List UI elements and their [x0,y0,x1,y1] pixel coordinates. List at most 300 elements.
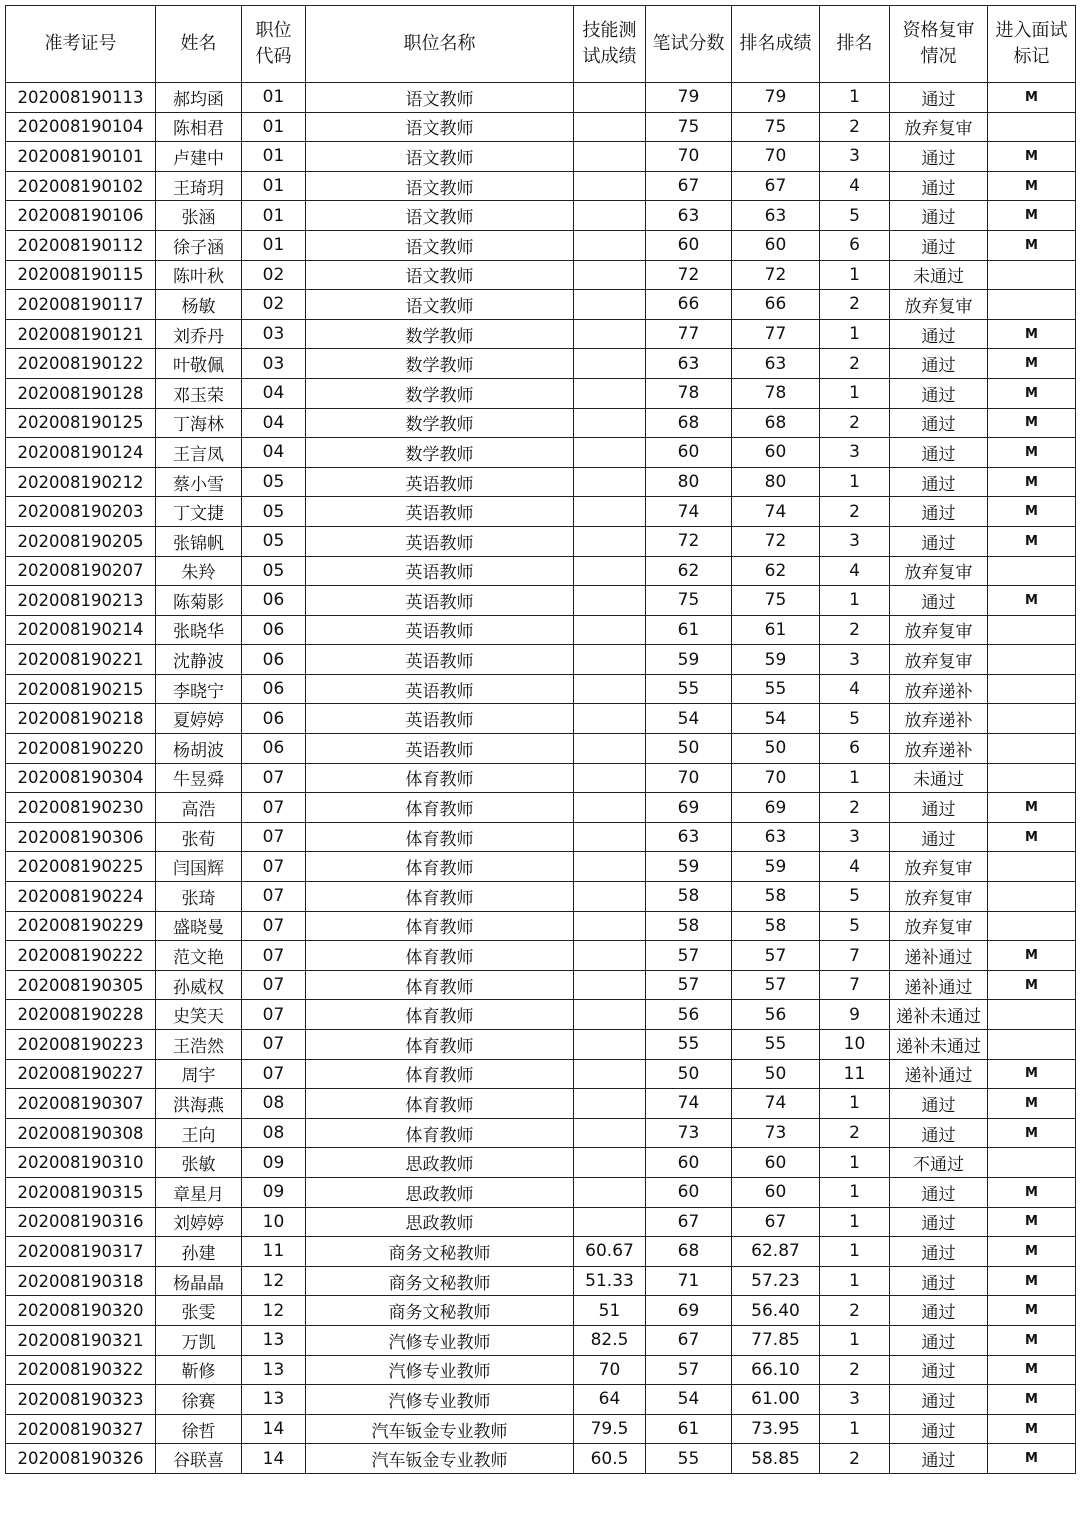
skill-score-cell [574,1000,646,1030]
ticket-cell: 202008190121 [6,319,156,349]
table-row [6,1207,1076,1237]
written-score-cell: 55 [646,1444,732,1474]
header-ticket: 准考证号 [6,6,156,83]
skill-score-cell [574,260,646,290]
position-cell: 商务文秘教师 [306,1237,574,1267]
code-cell: 07 [242,1059,306,1089]
skill-score-cell [574,882,646,912]
interview-mark-cell [988,112,1076,142]
rank-cell: 3 [820,1385,890,1415]
rank-score-cell: 74 [732,497,820,527]
ticket-cell: 202008190104 [6,112,156,142]
table-row [6,260,1076,290]
table-row [6,112,1076,142]
table-row [6,793,1076,823]
position-cell: 体育教师 [306,882,574,912]
position-cell: 体育教师 [306,1089,574,1119]
table-row [6,1118,1076,1148]
review-status-cell: 通过 [890,1237,988,1267]
code-cell: 09 [242,1177,306,1207]
written-score-cell: 74 [646,1089,732,1119]
table-row [6,1177,1076,1207]
interview-mark-cell: M [988,1266,1076,1296]
code-cell: 06 [242,704,306,734]
code-cell: 06 [242,645,306,675]
rank-cell: 3 [820,526,890,556]
rank-score-cell: 59 [732,852,820,882]
table-header-row [6,6,1076,83]
skill-score-cell [574,112,646,142]
skill-score-cell [574,201,646,231]
rank-score-cell: 69 [732,793,820,823]
ticket-cell: 202008190125 [6,408,156,438]
rank-score-cell: 63 [732,822,820,852]
table-body [6,83,1076,1474]
position-cell: 英语教师 [306,674,574,704]
written-score-cell: 75 [646,112,732,142]
rank-score-cell: 60 [732,438,820,468]
review-status-cell: 通过 [890,1325,988,1355]
rank-score-cell: 60 [732,1177,820,1207]
interview-mark-cell: M [988,1296,1076,1326]
review-status-cell: 不通过 [890,1148,988,1178]
review-status-cell: 通过 [890,1266,988,1296]
written-score-cell: 57 [646,941,732,971]
table-row [6,438,1076,468]
interview-mark-cell [988,852,1076,882]
header-position: 职位名称 [306,6,574,83]
name-cell: 闫国辉 [156,852,242,882]
position-cell: 语文教师 [306,201,574,231]
interview-mark-cell [988,704,1076,734]
rank-cell: 1 [820,1266,890,1296]
table-row [6,1089,1076,1119]
position-cell: 数学教师 [306,319,574,349]
rank-cell: 5 [820,911,890,941]
interview-mark-cell: M [988,319,1076,349]
written-score-cell: 68 [646,408,732,438]
interview-mark-cell: M [988,142,1076,172]
table-row [6,911,1076,941]
header-rank-score: 排名成绩 [732,6,820,83]
position-cell: 体育教师 [306,941,574,971]
review-status-cell: 通过 [890,438,988,468]
skill-score-cell: 82.5 [574,1325,646,1355]
written-score-cell: 71 [646,1266,732,1296]
written-score-cell: 72 [646,526,732,556]
review-status-cell: 通过 [890,467,988,497]
ticket-cell: 202008190220 [6,734,156,764]
table-row [6,467,1076,497]
code-cell: 13 [242,1355,306,1385]
rank-cell: 1 [820,83,890,113]
code-cell: 13 [242,1325,306,1355]
code-cell: 14 [242,1414,306,1444]
ticket-cell: 202008190318 [6,1266,156,1296]
rank-score-cell: 54 [732,704,820,734]
interview-mark-cell [988,556,1076,586]
interview-mark-cell: M [988,1207,1076,1237]
rank-cell: 2 [820,408,890,438]
code-cell: 07 [242,822,306,852]
ticket-cell: 202008190214 [6,615,156,645]
skill-score-cell: 60.5 [574,1444,646,1474]
rank-cell: 1 [820,1177,890,1207]
table-row [6,704,1076,734]
skill-score-cell [574,763,646,793]
review-status-cell: 通过 [890,1207,988,1237]
table-row [6,1385,1076,1415]
position-cell: 思政教师 [306,1177,574,1207]
ticket-cell: 202008190317 [6,1237,156,1267]
written-score-cell: 60 [646,1148,732,1178]
review-status-cell: 通过 [890,378,988,408]
skill-score-cell [574,378,646,408]
code-cell: 03 [242,349,306,379]
rank-score-cell: 72 [732,260,820,290]
interview-mark-cell: M [988,408,1076,438]
review-status-cell: 放弃复审 [890,615,988,645]
interview-mark-cell [988,1000,1076,1030]
rank-score-cell: 56.40 [732,1296,820,1326]
table-row [6,882,1076,912]
table-row [6,970,1076,1000]
interview-mark-cell: M [988,1385,1076,1415]
rank-score-cell: 60 [732,230,820,260]
ticket-cell: 202008190310 [6,1148,156,1178]
ticket-cell: 202008190222 [6,941,156,971]
review-status-cell: 通过 [890,586,988,616]
rank-score-cell: 61 [732,615,820,645]
interview-mark-cell: M [988,941,1076,971]
skill-score-cell [574,704,646,734]
results-table-container [5,5,1076,1474]
table-row [6,645,1076,675]
review-status-cell: 放弃复审 [890,911,988,941]
review-status-cell: 递补未通过 [890,1000,988,1030]
skill-score-cell [574,970,646,1000]
name-cell: 张琦 [156,882,242,912]
review-status-cell: 通过 [890,1089,988,1119]
review-status-cell: 通过 [890,1118,988,1148]
skill-score-cell [574,556,646,586]
skill-score-cell [574,1089,646,1119]
code-cell: 07 [242,1000,306,1030]
written-score-cell: 69 [646,793,732,823]
skill-score-cell: 70 [574,1355,646,1385]
header-code: 职位代码 [242,6,306,83]
review-status-cell: 通过 [890,171,988,201]
name-cell: 朱羚 [156,556,242,586]
ticket-cell: 202008190230 [6,793,156,823]
ticket-cell: 202008190307 [6,1089,156,1119]
code-cell: 07 [242,941,306,971]
written-score-cell: 57 [646,1355,732,1385]
interview-mark-cell: M [988,1059,1076,1089]
code-cell: 07 [242,852,306,882]
skill-score-cell: 60.67 [574,1237,646,1267]
table-row [6,586,1076,616]
table-row [6,615,1076,645]
written-score-cell: 59 [646,852,732,882]
skill-score-cell [574,734,646,764]
skill-score-cell [574,230,646,260]
name-cell: 徐哲 [156,1414,242,1444]
table-row [6,378,1076,408]
header-name: 姓名 [156,6,242,83]
table-row [6,171,1076,201]
written-score-cell: 60 [646,1177,732,1207]
rank-score-cell: 75 [732,112,820,142]
skill-score-cell [574,822,646,852]
ticket-cell: 202008190315 [6,1177,156,1207]
table-row [6,1355,1076,1385]
ticket-cell: 202008190225 [6,852,156,882]
name-cell: 张涵 [156,201,242,231]
written-score-cell: 62 [646,556,732,586]
ticket-cell: 202008190113 [6,83,156,113]
review-status-cell: 通过 [890,497,988,527]
review-status-cell: 递补未通过 [890,1030,988,1060]
name-cell: 杨晶晶 [156,1266,242,1296]
rank-score-cell: 73.95 [732,1414,820,1444]
skill-score-cell [574,349,646,379]
rank-cell: 6 [820,230,890,260]
skill-score-cell [574,645,646,675]
interview-mark-cell [988,911,1076,941]
rank-cell: 2 [820,1118,890,1148]
position-cell: 思政教师 [306,1148,574,1178]
rank-cell: 1 [820,1414,890,1444]
name-cell: 张晓华 [156,615,242,645]
skill-score-cell: 79.5 [574,1414,646,1444]
position-cell: 英语教师 [306,704,574,734]
review-status-cell: 放弃递补 [890,674,988,704]
code-cell: 11 [242,1237,306,1267]
ticket-cell: 202008190227 [6,1059,156,1089]
review-status-cell: 通过 [890,349,988,379]
ticket-cell: 202008190128 [6,378,156,408]
review-status-cell: 放弃复审 [890,290,988,320]
written-score-cell: 54 [646,1385,732,1415]
name-cell: 张敏 [156,1148,242,1178]
table-row [6,1444,1076,1474]
skill-score-cell [574,911,646,941]
review-status-cell: 放弃复审 [890,112,988,142]
skill-score-cell [574,674,646,704]
table-row [6,1148,1076,1178]
review-status-cell: 通过 [890,1414,988,1444]
interview-mark-cell [988,645,1076,675]
written-score-cell: 80 [646,467,732,497]
skill-score-cell [574,290,646,320]
code-cell: 07 [242,911,306,941]
position-cell: 英语教师 [306,526,574,556]
rank-score-cell: 55 [732,674,820,704]
name-cell: 范文艳 [156,941,242,971]
interview-mark-cell: M [988,822,1076,852]
review-status-cell: 未通过 [890,260,988,290]
rank-score-cell: 70 [732,142,820,172]
code-cell: 07 [242,970,306,1000]
interview-mark-cell [988,674,1076,704]
review-status-cell: 通过 [890,1355,988,1385]
interview-mark-cell [988,882,1076,912]
name-cell: 蔡小雪 [156,467,242,497]
rank-cell: 1 [820,1089,890,1119]
rank-score-cell: 66 [732,290,820,320]
written-score-cell: 68 [646,1237,732,1267]
written-score-cell: 70 [646,763,732,793]
interview-mark-cell: M [988,467,1076,497]
interview-mark-cell: M [988,230,1076,260]
results-table [5,5,1076,1474]
interview-mark-cell [988,763,1076,793]
rank-cell: 2 [820,112,890,142]
written-score-cell: 50 [646,1059,732,1089]
skill-score-cell [574,1030,646,1060]
code-cell: 01 [242,171,306,201]
table-row [6,1296,1076,1326]
name-cell: 王浩然 [156,1030,242,1060]
position-cell: 数学教师 [306,408,574,438]
position-cell: 英语教师 [306,467,574,497]
rank-score-cell: 63 [732,201,820,231]
interview-mark-cell [988,290,1076,320]
name-cell: 章星月 [156,1177,242,1207]
code-cell: 07 [242,793,306,823]
interview-mark-cell [988,615,1076,645]
rank-score-cell: 67 [732,171,820,201]
rank-score-cell: 57 [732,941,820,971]
rank-score-cell: 50 [732,734,820,764]
ticket-cell: 202008190205 [6,526,156,556]
name-cell: 沈静波 [156,645,242,675]
rank-score-cell: 78 [732,378,820,408]
rank-score-cell: 60 [732,1148,820,1178]
interview-mark-cell: M [988,586,1076,616]
name-cell: 盛晓曼 [156,911,242,941]
rank-cell: 2 [820,1355,890,1385]
written-score-cell: 75 [646,586,732,616]
rank-score-cell: 55 [732,1030,820,1060]
written-score-cell: 73 [646,1118,732,1148]
table-row [6,941,1076,971]
rank-cell: 1 [820,378,890,408]
name-cell: 王琦玥 [156,171,242,201]
code-cell: 08 [242,1089,306,1119]
rank-cell: 1 [820,260,890,290]
ticket-cell: 202008190213 [6,586,156,616]
written-score-cell: 58 [646,882,732,912]
position-cell: 体育教师 [306,763,574,793]
name-cell: 周宇 [156,1059,242,1089]
rank-cell: 2 [820,1444,890,1474]
rank-score-cell: 68 [732,408,820,438]
review-status-cell: 放弃复审 [890,645,988,675]
ticket-cell: 202008190228 [6,1000,156,1030]
skill-score-cell [574,467,646,497]
code-cell: 10 [242,1207,306,1237]
code-cell: 05 [242,556,306,586]
rank-score-cell: 77.85 [732,1325,820,1355]
code-cell: 04 [242,378,306,408]
ticket-cell: 202008190223 [6,1030,156,1060]
rank-cell: 5 [820,882,890,912]
written-score-cell: 54 [646,704,732,734]
review-status-cell: 递补通过 [890,1059,988,1089]
rank-cell: 2 [820,615,890,645]
interview-mark-cell: M [988,1177,1076,1207]
written-score-cell: 55 [646,674,732,704]
table-row [6,1030,1076,1060]
code-cell: 01 [242,83,306,113]
name-cell: 洪海燕 [156,1089,242,1119]
written-score-cell: 70 [646,142,732,172]
interview-mark-cell: M [988,83,1076,113]
written-score-cell: 63 [646,822,732,852]
review-status-cell: 通过 [890,793,988,823]
name-cell: 王向 [156,1118,242,1148]
position-cell: 数学教师 [306,438,574,468]
written-score-cell: 77 [646,319,732,349]
rank-cell: 2 [820,793,890,823]
code-cell: 02 [242,260,306,290]
interview-mark-cell: M [988,526,1076,556]
rank-score-cell: 63 [732,349,820,379]
table-row [6,556,1076,586]
code-cell: 04 [242,408,306,438]
name-cell: 卢建中 [156,142,242,172]
rank-cell: 2 [820,290,890,320]
ticket-cell: 202008190306 [6,822,156,852]
written-score-cell: 78 [646,378,732,408]
interview-mark-cell: M [988,1325,1076,1355]
rank-cell: 3 [820,438,890,468]
rank-score-cell: 75 [732,586,820,616]
position-cell: 体育教师 [306,1030,574,1060]
code-cell: 07 [242,1030,306,1060]
rank-cell: 1 [820,1237,890,1267]
rank-score-cell: 57.23 [732,1266,820,1296]
position-cell: 汽修专业教师 [306,1385,574,1415]
table-row [6,319,1076,349]
name-cell: 牛昱舜 [156,763,242,793]
skill-score-cell [574,526,646,556]
interview-mark-cell: M [988,970,1076,1000]
position-cell: 体育教师 [306,852,574,882]
skill-score-cell [574,941,646,971]
name-cell: 孙威权 [156,970,242,1000]
code-cell: 07 [242,882,306,912]
review-status-cell: 通过 [890,83,988,113]
skill-score-cell [574,438,646,468]
interview-mark-cell: M [988,793,1076,823]
review-status-cell: 放弃复审 [890,882,988,912]
rank-cell: 4 [820,674,890,704]
rank-cell: 1 [820,467,890,497]
rank-score-cell: 50 [732,1059,820,1089]
skill-score-cell [574,319,646,349]
name-cell: 谷联喜 [156,1444,242,1474]
rank-cell: 10 [820,1030,890,1060]
header-rank: 排名 [820,6,890,83]
interview-mark-cell: M [988,438,1076,468]
rank-cell: 4 [820,852,890,882]
position-cell: 语文教师 [306,83,574,113]
position-cell: 英语教师 [306,645,574,675]
rank-score-cell: 58 [732,911,820,941]
